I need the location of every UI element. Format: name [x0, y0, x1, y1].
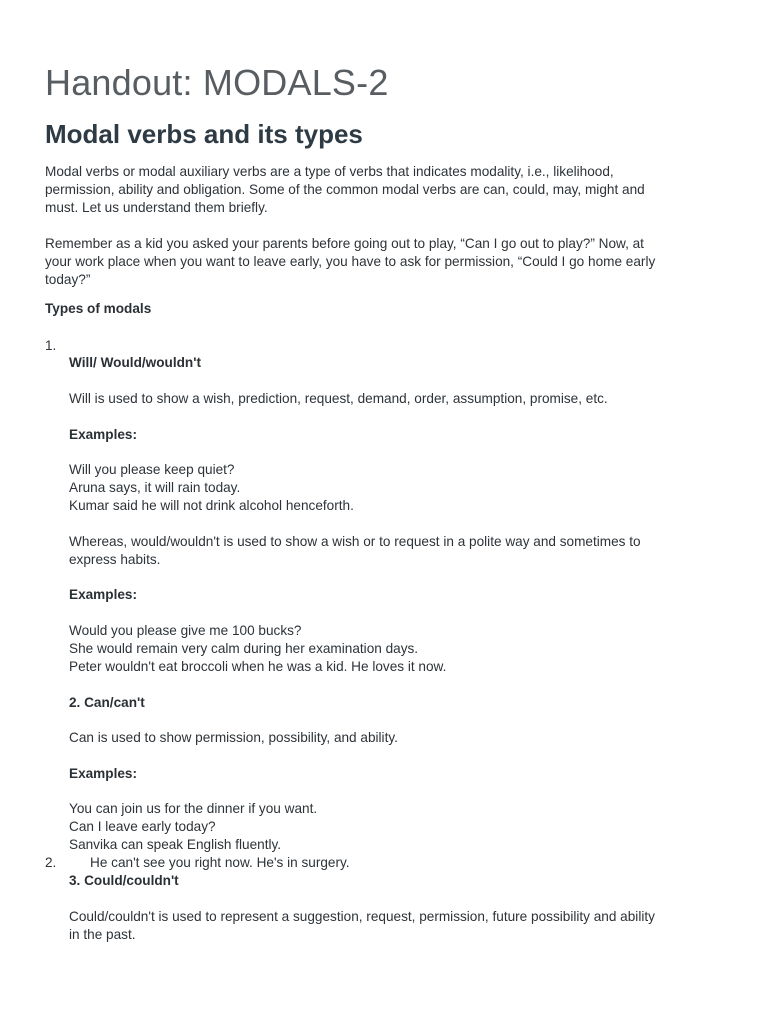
intro-p2-line-3: today?” — [45, 272, 91, 287]
intro-p2-line-1: Remember as a kid you asked your parents before going out to play, “Can I go out to play?” Now, at — [45, 236, 644, 251]
intro-p2-line-2: your work place when you want to leave early, you have to ask for permission, “Could I go home early — [45, 254, 656, 269]
would-example-1: Would you please give me 100 bucks? — [69, 623, 302, 638]
types-heading: Types of modals — [45, 301, 152, 316]
will-description: Will is used to show a wish, prediction, request, demand, order, assumption, promise, etc. — [69, 391, 608, 406]
intro-p1-line-1: Modal verbs or modal auxiliary verbs are a type of verbs that indicates modality, i.e., likelihood, — [45, 164, 614, 179]
will-example-3: Kumar said he will not drink alcohol henceforth. — [69, 498, 354, 513]
can-example-3: Sanvika can speak English fluently. — [69, 837, 282, 852]
would-description-line-1: Whereas, would/wouldn't is used to show a wish or to request in a polite way and sometimes to — [69, 534, 641, 549]
can-heading: 2. Can/can't — [69, 695, 145, 710]
handout-title: Handout: MODALS-2 — [45, 62, 389, 103]
list-number-2: 2. — [45, 855, 57, 870]
can-example-2: Can I leave early today? — [69, 819, 216, 834]
intro-p1-line-3: must. Let us understand them briefly. — [45, 200, 268, 215]
will-example-1: Will you please keep quiet? — [69, 462, 235, 477]
will-examples-label: Examples: — [69, 427, 138, 442]
can-example-1: You can join us for the dinner if you want. — [69, 801, 318, 816]
list-number-1: 1. — [45, 338, 57, 353]
would-description-line-2: express habits. — [69, 552, 161, 567]
can-example-4: He can't see you right now. He's in surgery. — [90, 855, 350, 870]
intro-p1-line-2: permission, ability and obligation. Some of the common modal verbs are can, could, may, might and — [45, 182, 645, 197]
could-description-line-2: in the past. — [69, 927, 136, 942]
would-example-2: She would remain very calm during her examination days. — [69, 641, 419, 656]
section-title: Modal verbs and its types — [45, 119, 363, 149]
would-examples-label: Examples: — [69, 587, 138, 602]
can-description: Can is used to show permission, possibility, and ability. — [69, 730, 398, 745]
could-heading: 3. Could/couldn't — [69, 873, 179, 888]
will-heading: Will/ Would/wouldn't — [69, 355, 201, 370]
would-example-3: Peter wouldn't eat broccoli when he was a kid. He loves it now. — [69, 659, 447, 674]
will-example-2: Aruna says, it will rain today. — [69, 480, 241, 495]
can-examples-label: Examples: — [69, 766, 138, 781]
could-description-line-1: Could/couldn't is used to represent a suggestion, request, permission, future possibility and ability — [69, 909, 655, 924]
